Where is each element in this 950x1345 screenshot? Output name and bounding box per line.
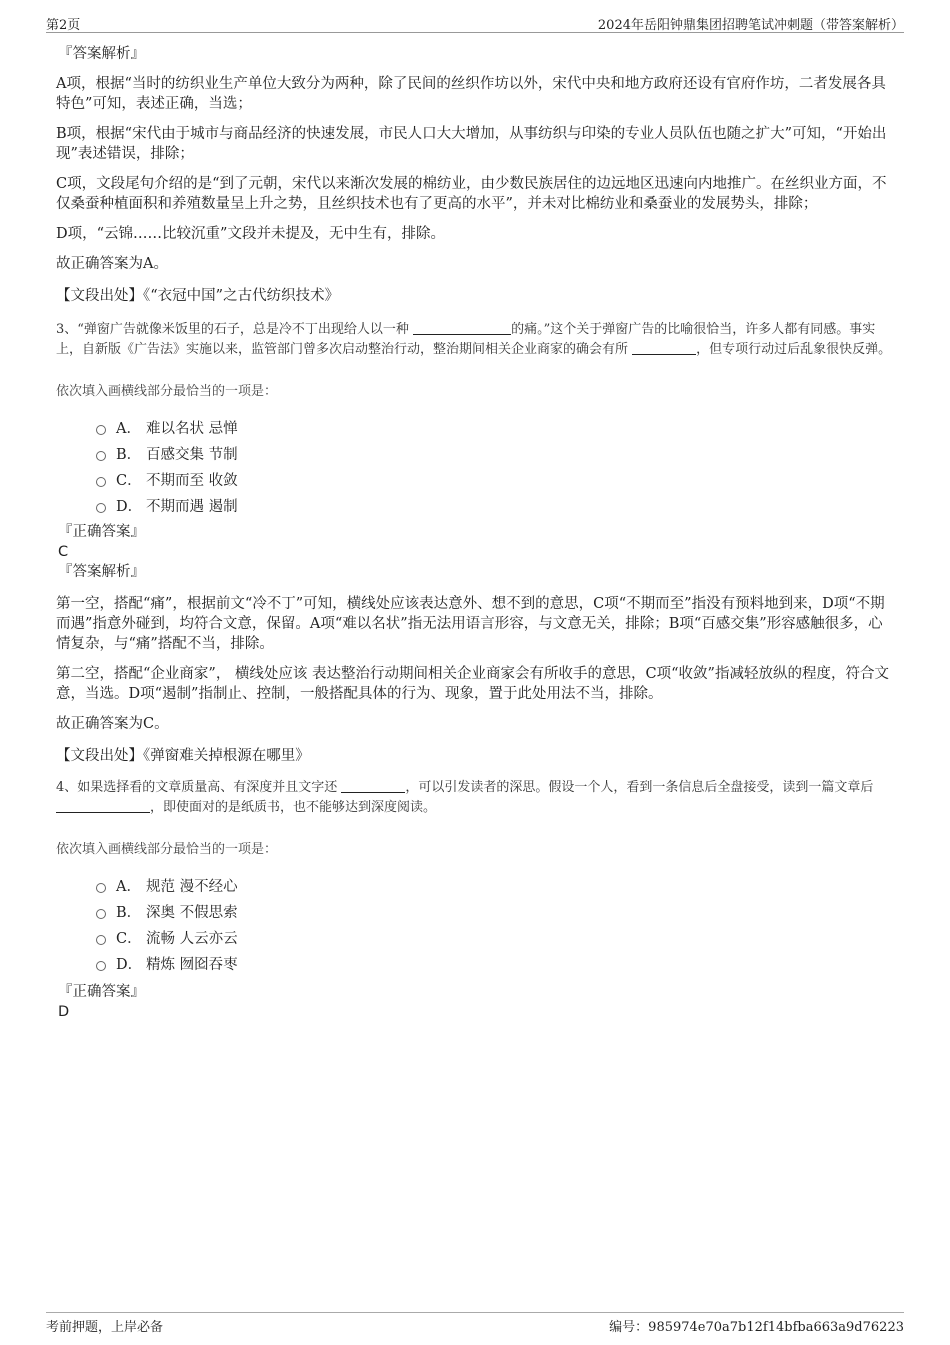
option-b[interactable]: B． 百感交集 节制: [56, 442, 894, 468]
radio-icon[interactable]: [96, 961, 106, 971]
fill-blank: [56, 798, 150, 813]
correct-answer: C: [58, 544, 69, 560]
document-title: 2024年岳阳钟鼎集团招聘笔试冲刺题（带答案解析）: [597, 18, 904, 33]
option-a[interactable]: A． 难以名状 忌惮: [56, 416, 894, 442]
analysis-a: A项，根据“当时的纺织业生产单位大致分为两种，除了民间的丝织作坊以外，宋代中央和地方政府还设有官府作坊，二者发展各具特色”可知，表述正确，当选；: [56, 76, 886, 112]
option-c[interactable]: C． 不期而至 收敛: [56, 468, 894, 494]
fill-blank: [341, 778, 405, 793]
document-code: 编号：985974e70a7b12f14bfba663a9d76223: [609, 1320, 904, 1335]
correct-answer: D: [58, 1004, 70, 1020]
radio-icon[interactable]: [96, 425, 106, 435]
fill-blank: [413, 320, 511, 335]
question-instruction: 依次填入画横线部分最恰当的一项是：: [56, 384, 278, 399]
option-b[interactable]: B． 深奥 不假思索: [56, 900, 894, 926]
conclusion: 故正确答案为C。: [56, 716, 169, 732]
page-number: 第2页: [46, 18, 81, 33]
footer-slogan: 考前押题，上岸必备: [46, 1320, 164, 1335]
question-instruction: 依次填入画横线部分最恰当的一项是：: [56, 842, 278, 857]
analysis-c: C项，文段尾句介绍的是“到了元朝，宋代以来渐次发展的棉纺业，由少数民族居住的边远地区迅速向内地推广。在丝织业方面，不仅桑蚕种植面积和养殖数量呈上升之势，且丝织技术也有了更高的水平”，并未对比棉纺业和桑蚕业的发展势头，排除；: [56, 176, 887, 212]
option-c[interactable]: C． 流畅 人云亦云: [56, 926, 894, 952]
page-footer: [46, 1312, 904, 1335]
source-citation: 【文段出处】《“衣冠中国”之古代纺织技术》: [56, 288, 340, 304]
conclusion: 故正确答案为A。: [56, 256, 168, 272]
question-stem: 4、如果选择看的文章质量高、有深度并且文字还 ，可以引发读者的深思。假设一个人，看到一条信息后全盘接受，读到一篇文章后 ，即使面对的是纸质书，也不能够达到深度阅读。: [56, 780, 874, 815]
analysis-paragraph: 第二空，搭配“企业商家”， 横线处应该 表达整治行动期间相关企业商家会有所收手的意思，C项“收敛”指减轻放纵的程度，符合文意，当选。D项“遏制”指制止、控制，一般搭配具体的行为、现象，置于此处用法不当，排除。: [56, 666, 889, 702]
analysis-label: 『答案解析』: [58, 564, 145, 580]
radio-icon[interactable]: [96, 503, 106, 513]
page-header: [46, 14, 904, 33]
radio-icon[interactable]: [96, 935, 106, 945]
fill-blank: [632, 340, 696, 355]
radio-icon[interactable]: [96, 909, 106, 919]
radio-icon[interactable]: [96, 451, 106, 461]
analysis-b: B项，根据“宋代由于城市与商品经济的快速发展，市民人口大大增加，从事纺织与印染的专业人员队伍也随之扩大”可知，“开始出现”表述错误，排除；: [56, 126, 887, 162]
option-a[interactable]: A． 规范 漫不经心: [56, 874, 894, 900]
source-citation: 【文段出处】《弹窗难关掉根源在哪里》: [56, 748, 310, 764]
analysis-d: D项，“云锦……比较沉重”文段并未提及，无中生有，排除。: [56, 226, 445, 242]
analysis-label: 『答案解析』: [58, 46, 145, 62]
document-body: [56, 44, 894, 1022]
option-d[interactable]: D． 精炼 囫囵吞枣: [56, 952, 894, 978]
question-stem: 3、“弹窗广告就像米饭里的石子，总是冷不丁出现给人以一种 的痛。”这个关于弹窗广告的比喻很恰当，许多人都有同感。事实上，自新版《广告法》实施以来，监管部门曾多次启动整治行动，整治期间相关企业商家的确会有所 ，但专项行动过后乱象很快反弹。: [56, 322, 892, 357]
radio-icon[interactable]: [96, 883, 106, 893]
correct-answer-label: 『正确答案』: [58, 524, 145, 540]
correct-answer-label: 『正确答案』: [58, 984, 145, 1000]
option-list: [56, 874, 894, 978]
radio-icon[interactable]: [96, 477, 106, 487]
option-d[interactable]: D． 不期而遇 遏制: [56, 494, 894, 520]
analysis-paragraph: 第一空，搭配“痛”，根据前文“冷不丁”可知，横线处应该表达意外、想不到的意思，C项“不期而至”指没有预料地到来，D项“不期而遇”指意外碰到，均符合文意，保留。A项“难以名状”指无法用语言形容，与文意无关，排除；B项“百感交集”形容感触很多，心情复杂，与“痛”搭配不当，排除。: [56, 596, 885, 652]
option-list: [56, 416, 894, 520]
